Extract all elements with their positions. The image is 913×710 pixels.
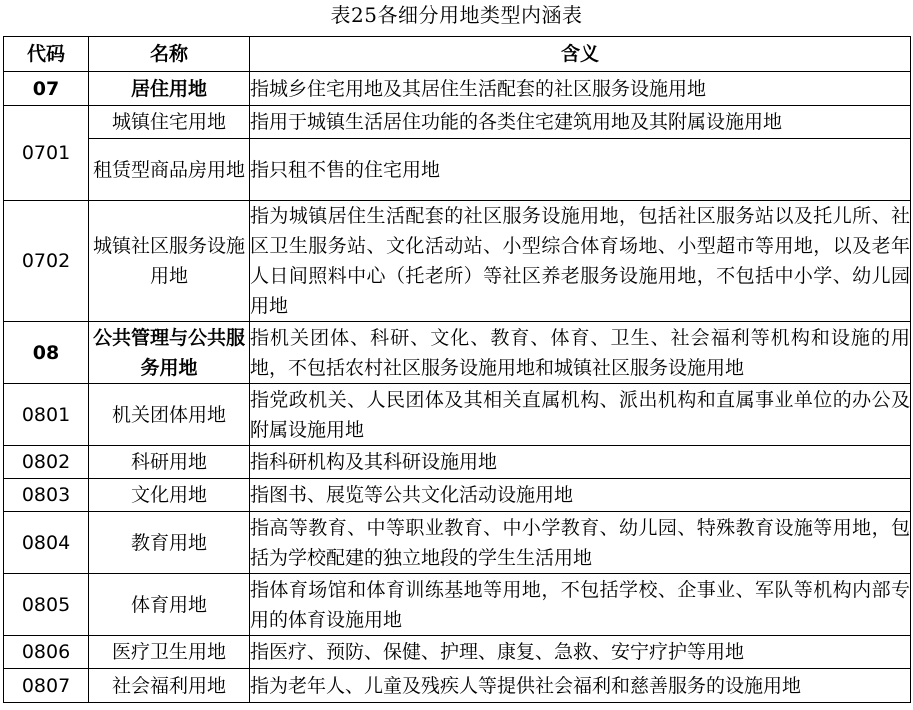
row-definition: 指医疗、预防、保健、护理、康复、急救、安宁疗护等用地 [250, 636, 911, 669]
row-name: 居住用地 [89, 72, 250, 106]
row-definition: 指高等教育、中等职业教育、中小学教育、幼儿园、特殊教育设施等用地，包括为学校配建的独立地段的学生生活用地 [250, 512, 911, 574]
row-code: 0801 [4, 384, 89, 446]
row-definition: 指用于城镇生活居住功能的各类住宅建筑用地及其附属设施用地 [250, 106, 911, 139]
row-definition: 指为老年人、儿童及残疾人等提供社会福利和慈善服务的设施用地 [250, 669, 911, 703]
table-row [4, 72, 911, 106]
row-name: 社会福利用地 [89, 669, 250, 703]
row-code: 0802 [4, 446, 89, 479]
row-name: 机关团体用地 [89, 384, 250, 446]
table-caption: 表25各细分用地类型内涵表 [330, 3, 583, 27]
row-name: 体育用地 [89, 574, 250, 636]
row-definition: 指科研机构及其科研设施用地 [250, 446, 911, 479]
table-row [4, 106, 911, 139]
table-row [4, 384, 911, 446]
row-code: 0701 [4, 106, 89, 201]
row-name: 租赁型商品房用地 [89, 139, 250, 201]
row-name: 城镇社区服务设施用地 [89, 201, 250, 322]
row-code: 0806 [4, 636, 89, 669]
table-row [4, 201, 911, 322]
row-definition: 指为城镇居住生活配套的社区服务设施用地，包括社区服务站以及托儿所、社区卫生服务站、文化活动站、小型综合体育场地、小型超市等用地，以及老年人日间照料中心（托老所）等社区养老服务设施用地，不包括中小学、幼儿园用地 [250, 201, 911, 322]
row-definition: 指机关团体、科研、文化、教育、体育、卫生、社会福利等机构和设施的用地，不包括农村社区服务设施用地和城镇社区服务设施用地 [250, 322, 911, 384]
row-name: 医疗卫生用地 [89, 636, 250, 669]
row-code: 07 [4, 72, 89, 106]
table-row [4, 636, 911, 669]
land-use-table [3, 36, 911, 703]
row-definition: 指党政机关、人民团体及其相关直属机构、派出机构和直属事业单位的办公及附属设施用地 [250, 384, 911, 446]
header-code: 代码 [4, 37, 89, 72]
row-definition: 指体育场馆和体育训练基地等用地，不包括学校、企事业、军队等机构内部专用的体育设施用地 [250, 574, 911, 636]
row-name: 文化用地 [89, 479, 250, 512]
row-definition: 指城乡住宅用地及其居住生活配套的社区服务设施用地 [250, 72, 911, 106]
header-name: 名称 [89, 37, 250, 72]
row-name: 教育用地 [89, 512, 250, 574]
table-row [4, 669, 911, 703]
row-name: 科研用地 [89, 446, 250, 479]
table-row [4, 139, 911, 201]
row-code: 0805 [4, 574, 89, 636]
table-row [4, 322, 911, 384]
table-row [4, 479, 911, 512]
row-code: 08 [4, 322, 89, 384]
table-row [4, 446, 911, 479]
header-row [4, 37, 911, 72]
row-definition: 指只租不售的住宅用地 [250, 139, 911, 201]
row-code: 0804 [4, 512, 89, 574]
row-code: 0807 [4, 669, 89, 703]
row-code: 0803 [4, 479, 89, 512]
row-code: 0702 [4, 201, 89, 322]
table-row [4, 512, 911, 574]
header-definition: 含义 [250, 37, 911, 72]
row-name: 城镇住宅用地 [89, 106, 250, 139]
table-row [4, 574, 911, 636]
row-definition: 指图书、展览等公共文化活动设施用地 [250, 479, 911, 512]
row-name: 公共管理与公共服务用地 [89, 322, 250, 384]
